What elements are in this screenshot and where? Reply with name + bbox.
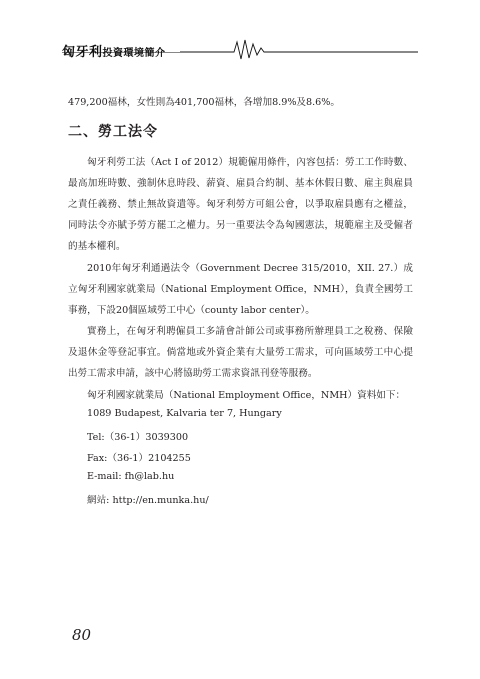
- contact-tel: Tel:（36-1）3039300: [87, 432, 189, 443]
- contact-address: 1089 Budapest, Kalvaria ter 7, Hungary: [87, 408, 282, 419]
- running-header: [62, 37, 418, 61]
- contact-email: E-mail: fh@lab.hu: [87, 471, 175, 482]
- page-number: 80: [72, 626, 92, 644]
- paragraph-employment-office: 2010年匈牙利通過法令（Government Decree 315/2010，XII. 27.）成立匈牙利國家就業局（National Employment Office，NMH），負責全國勞工事務，下設20個區域勞工中心（county labor center）。: [68, 263, 413, 316]
- header-title: [62, 41, 166, 60]
- header-title-main: 匈牙利: [62, 45, 103, 60]
- header-title-sub: 投資環境簡介: [102, 48, 166, 59]
- contact-heading: 匈牙利國家就業局（National Employment Office，NMH）資料如下：: [87, 390, 406, 401]
- paragraph-labor-act: 匈牙利勞工法（Act I of 2012）規範僱用條件，內容包括：勞工工作時數、最高加班時數、強制休息時段、薪資、雇員合約制、基本休假日數、雇主與雇員之責任義務、禁止無故資遣等。匈牙利勞方可組公會，以爭取雇員應有之權益，同時法令亦賦予勞方罷工之權力。另一重要法令為匈國憲法，規範雇主及受僱者的基本權利。: [68, 157, 413, 252]
- intro-line: 479,200福林，女性則為401,700福林，各增加8.9%及8.6%。: [68, 97, 340, 108]
- paragraph-practice: 實務上，在匈牙利聘僱員工多請會計師公司或事務所辦理員工之稅務、保險及退休金等登記事宜。倘當地或外資企業有大量勞工需求，可向區域勞工中心提出勞工需求申請，該中心將協助勞工需求資訊刊登等服務。: [68, 326, 413, 379]
- section-title: 二、勞工法令: [68, 124, 158, 140]
- contact-fax: Fax:（36-1）2104255: [87, 453, 191, 464]
- contact-website: 網站: http://en.munka.hu/: [87, 495, 209, 506]
